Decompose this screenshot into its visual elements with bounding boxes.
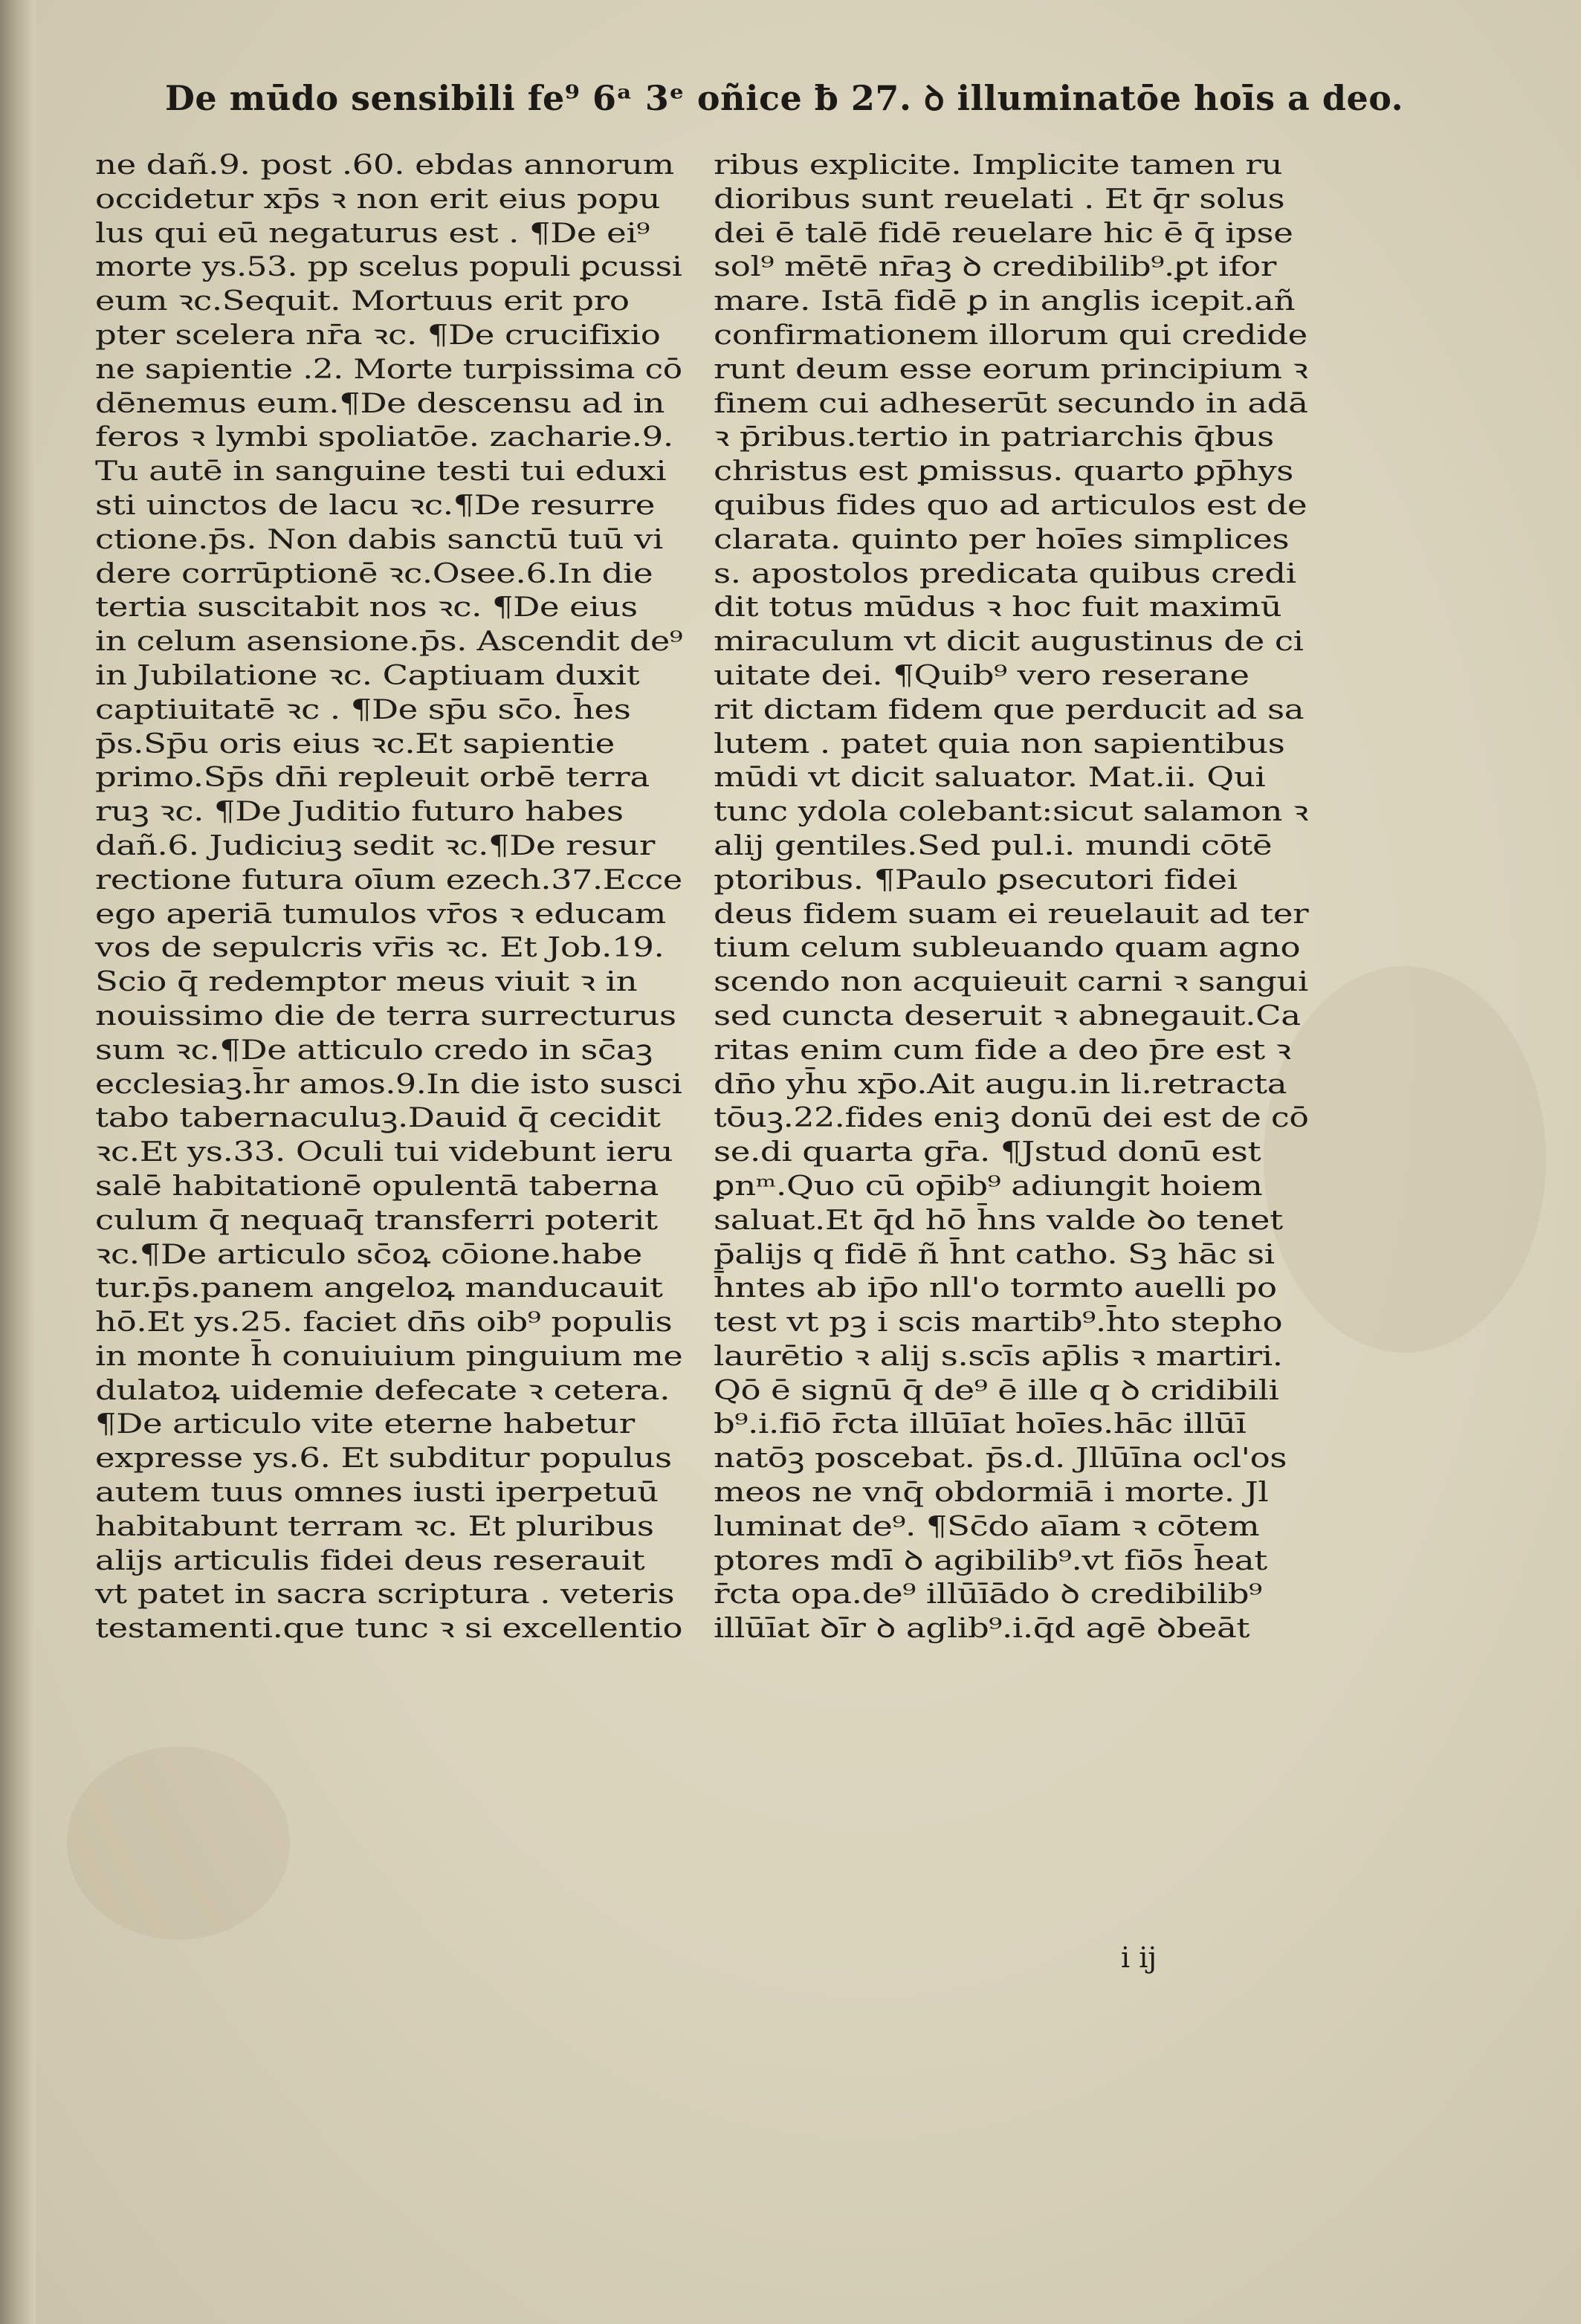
text-line: sed cuncta deseruit ꝛ abnegauit.Ca — [714, 1000, 1301, 1032]
text-line: christus est ꝑmissus. quarto ꝑp̄hys — [714, 456, 1293, 488]
text-line: ne sapientie .2. Morte turpissima cō — [95, 354, 682, 385]
text-line: b⁹.i.fiō r̄cta illūīat hoīes.hāc illūī — [714, 1409, 1247, 1440]
text-line: autem tuus omnes iusti iperpetuū — [95, 1477, 659, 1509]
text-line: ꝛc.¶De articulo sc̄oꝝ cōione.habe — [95, 1239, 642, 1270]
text-line: occidetur xp̄s ꝛ non erit eius popu — [95, 184, 661, 215]
text-line: primo.Sp̄s dn̄i repleuit orbē terra — [95, 763, 650, 794]
text-line: h̄ntes ab ip̄o nll'o tormto auelli po — [714, 1273, 1277, 1304]
text-line: lus qui eū negaturus est . ¶De ei⁹ — [95, 218, 650, 249]
paper-stain — [67, 1747, 290, 1940]
text-line: tunc ydola colebant:sicut salamon ꝛ — [714, 797, 1309, 828]
text-line: ꝛc.Et ys.33. Oculi tui videbunt ieru — [95, 1137, 673, 1168]
text-line: in Jubilatione ꝛc. Captiuam duxit — [95, 660, 640, 691]
text-line: rit dictam fidem que perducit ad sa — [714, 694, 1304, 725]
text-line: tium celum subleuando quam agno — [714, 933, 1301, 964]
text-line: dn̄o yh̄u xp̄o.Ait augu.in li.retracta — [714, 1069, 1287, 1100]
text-column-right — [714, 149, 1308, 1646]
text-line: laurētio ꝛ alij s.scīs ap̄lis ꝛ martiri. — [714, 1341, 1283, 1372]
text-line: sti uinctos de lacu ꝛc.¶De resurre — [95, 490, 656, 521]
text-line: sol⁹ mētē nr̄aꝫ ꝺ credibilib⁹.ꝑt ifor — [714, 252, 1277, 283]
text-line: Scio q̄ redemptor meus viuit ꝛ in — [95, 967, 638, 998]
text-line: tur.p̄s.panem angeloꝝ manducauit — [95, 1273, 663, 1304]
text-line: dere corrūptionē ꝛc.Osee.6.In die — [95, 558, 653, 589]
text-line: ꝑnᵐ.Quo cū op̄ib⁹ adiungit hoiem — [714, 1171, 1263, 1202]
text-line: luminat de⁹. ¶Sc̄do aīam ꝛ cōtem — [714, 1511, 1260, 1542]
text-line: finem cui adheserūt secundo in adā — [714, 388, 1308, 419]
text-line: sum ꝛc.¶De atticulo credo in sc̄aꝫ — [95, 1035, 653, 1066]
text-line: illūīat ꝺīr ꝺ aglib⁹.i.q̄d agē ꝺbeāt — [714, 1613, 1250, 1645]
text-line: expresse ys.6. Et subditur populus — [95, 1443, 672, 1475]
text-line: culum q̄ nequaq̄ transferri poterit — [95, 1205, 658, 1236]
text-line: dei ē talē fidē reuelare hic ē q̄ ipse — [714, 218, 1293, 249]
text-line: ptores mdī ꝺ agibilib⁹.vt fiōs h̄eat — [714, 1545, 1267, 1576]
text-line: ctione.p̄s. Non dabis sanctū tuū vi — [95, 524, 664, 555]
text-line: salē habitationē opulentā taberna — [95, 1171, 659, 1202]
text-line: in monte h̄ conuiuium pinguium me — [95, 1341, 683, 1372]
text-line: mūdi vt dicit saluator. Mat.ii. Qui — [714, 763, 1266, 794]
text-line: se.di quarta gr̄a. ¶Jstud donū est — [714, 1137, 1261, 1168]
text-line: ꝛ p̄ribus.tertio in patriarchis q̄bus — [714, 422, 1274, 453]
text-line: tōuꝫ.22.fides eniꝫ donū dei est de cō — [714, 1103, 1309, 1134]
text-line: confirmationem illorum qui credide — [714, 320, 1307, 351]
text-line: p̄alijs q fidē ñ h̄nt catho. Sꝫ hāc si — [714, 1239, 1275, 1270]
text-line: ne dañ.9. post .60. ebdas annorum — [95, 150, 674, 181]
text-line: captiuitatē ꝛc . ¶De sp̄u sc̄o. h̄es — [95, 694, 631, 725]
text-line: ¶De articulo vite eterne habetur — [95, 1409, 635, 1440]
text-line: Qō ē signū q̄ de⁹ ē ille q ꝺ cridibili — [714, 1375, 1279, 1406]
text-line: test vt pꝫ i scis martib⁹.h̄to stepho — [714, 1307, 1283, 1339]
text-line: runt deum esse eorum principium ꝛ — [714, 354, 1308, 385]
text-line: clarata. quinto per hoīes simplices — [714, 524, 1290, 555]
text-line: vt patet in sacra scriptura . veteris — [95, 1579, 675, 1611]
text-line: rectione futura oīum ezech.37.Ecce — [95, 864, 682, 896]
text-line: dit totus mūdus ꝛ hoc fuit maximū — [714, 592, 1282, 624]
text-line: miraculum vt dicit augustinus de ci — [714, 627, 1304, 658]
text-line: ribus explicite. Implicite tamen ru — [714, 150, 1283, 181]
text-line: deus fidem suam ei reuelauit ad ter — [714, 899, 1309, 930]
text-line: morte ys.53. pp scelus populi ꝑcussi — [95, 252, 682, 283]
text-line: eum ꝛc.Sequit. Mortuus erit pro — [95, 286, 630, 317]
text-line: ecclesiaꝫ.h̄r amos.9.In die isto susci — [95, 1069, 682, 1100]
text-line: lutem . patet quia non sapientibus — [714, 728, 1285, 760]
text-line: s. apostolos predicata quibus credi — [714, 558, 1296, 589]
text-line: ego aperiā tumulos vr̄os ꝛ educam — [95, 899, 666, 930]
text-line: dioribus sunt reuelati . Et q̄r solus — [714, 184, 1285, 215]
signature-mark: i ij — [1121, 1941, 1157, 1974]
text-line: testamenti.que tunc ꝛ si excellentio — [95, 1613, 683, 1645]
text-line: dulatoꝝ uidemie defecate ꝛ cetera. — [95, 1375, 670, 1406]
text-column-left — [95, 149, 682, 1646]
text-line: alij gentiles.Sed pul.i. mundi cōtē — [714, 830, 1273, 861]
text-line: ptoribus. ¶Paulo ꝑsecutori fidei — [714, 864, 1238, 896]
text-line: pter scelera nr̄a ꝛc. ¶De crucifixio — [95, 320, 661, 351]
text-line: scendo non acquieuit carni ꝛ sangui — [714, 967, 1308, 998]
text-line: dañ.6. Judiciuꝫ sedit ꝛc.¶De resur — [95, 830, 656, 861]
text-line: saluat.Et q̄d hō h̄ns valde ꝺo tenet — [714, 1205, 1283, 1236]
text-line: mare. Istā fidē ꝑ in anglis icepit.añ — [714, 286, 1296, 317]
text-line: quibus fides quo ad articulos est de — [714, 490, 1307, 521]
text-line: vos de sepulcris vr̄is ꝛc. Et Job.19. — [95, 933, 665, 964]
text-line: dēnemus eum.¶De descensu ad in — [95, 388, 665, 419]
text-line: nouissimo die de terra surrecturus — [95, 1000, 676, 1032]
text-line: habitabunt terram ꝛc. Et pluribus — [95, 1511, 654, 1542]
text-line: in celum asensione.p̄s. Ascendit de⁹ — [95, 627, 683, 658]
text-line: tabo tabernaculuꝫ.Dauid q̄ cecidit — [95, 1103, 661, 1134]
text-line: p̄s.Sp̄u oris eius ꝛc.Et sapientie — [95, 728, 615, 760]
text-line: Tu autē in sanguine testi tui eduxi — [95, 456, 667, 488]
text-line: alijs articulis fidei deus reserauit — [95, 1545, 645, 1576]
text-line: tertia suscitabit nos ꝛc. ¶De eius — [95, 592, 638, 624]
running-header: De mūdo sensibili fe⁹ 6ᵃ 3ᵉ oñice ƀ 27. ꝺ illuminatōe hoīs a deo. — [165, 78, 1404, 118]
text-line: r̄cta opa.de⁹ illūīādo ꝺ credibilib⁹ — [714, 1579, 1262, 1611]
text-line: feros ꝛ lymbi spoliatōe. zacharie.9. — [95, 422, 673, 453]
text-line: uitate dei. ¶Quib⁹ vero reserane — [714, 660, 1249, 691]
text-line: meos ne vnq̄ obdormiā i morte. Jl — [714, 1477, 1269, 1509]
text-line: ritas enim cum fide a deo p̄re est ꝛ — [714, 1035, 1291, 1066]
text-line: ruꝫ ꝛc. ¶De Juditio futuro habes — [95, 797, 624, 828]
text-line: natōꝫ poscebat. p̄s.d. Jllūīna ocl'os — [714, 1443, 1287, 1475]
text-line: hō.Et ys.25. faciet dn̄s oib⁹ populis — [95, 1307, 673, 1339]
page-gutter-shadow — [0, 0, 36, 2324]
